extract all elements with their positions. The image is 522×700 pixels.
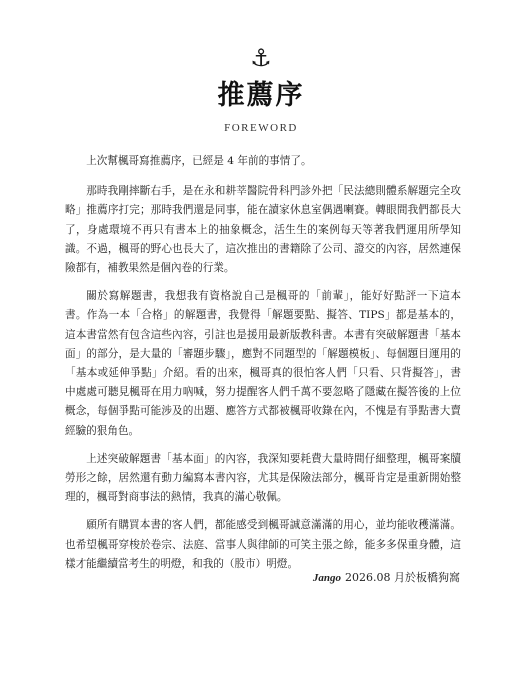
- signature-date-place: 2026.08 月於板橋狗窩: [345, 571, 460, 584]
- signature: [313, 570, 460, 586]
- anchor-icon: ⚓: [250, 44, 272, 72]
- paragraph-1: 上次幫楓哥寫推薦序，已經是 4 年前的事情了。: [86, 155, 312, 167]
- paragraph-2: 那時我剛摔斷右手，是在永和耕莘醫院骨科門診外把「民法總則體系解題完全攻略」推薦序打完；那時我們還是同事，能在讀家休息室偶遇喇賽。轉眼間我們都長大了，身處環境不再只有書本上的抽象概念，活生生的案例每天等著我們運用所學知識。不過，楓哥的野心也長大了，這次推出的書籍除了公司、證交的內容，居然連保險都有，補教果然是個內卷的行業。: [65, 185, 461, 275]
- paragraph-3: 關於寫解題書，我想我有資格說自己是楓哥的「前輩」，能好好點評一下這本書。作為一本「合格」的解題書，我覺得「解題要點、擬答、TIPS」都是基本的，這本書當然有包含這些內容，引註也是援用最新版教科書。本書有突破解題書「基本面」的部分，是大量的「審題步驟」，應對不同題型的「解題模板」、每個題目運用的「基本或延伸爭點」介紹。看的出來，楓哥真的很怕客人們「只看、只背擬答」，書中處處可聽見楓哥在用力吶喊，努力提醒客人們千萬不要忽略了隱藏在擬答後的上位概念，每個爭點可能涉及的出題、應答方式都被楓哥收錄在內，不愧是有爭點書大賣經驗的狠角色。: [65, 290, 461, 437]
- signature-name: Jango: [312, 572, 342, 584]
- page-title: 推薦序: [217, 80, 305, 111]
- foreword-body: [65, 152, 461, 583]
- paragraph-4: 上述突破解題書「基本面」的內容，我深知要耗費大量時間仔細整理，楓哥案牘勞形之餘，居然還有動力編寫本書內容，尤其是保險法部分，楓哥肯定是重新開始整理的，楓哥對商事法的熱情，我真的滿心敬佩。: [65, 452, 461, 504]
- page-subtitle: FOREWORD: [224, 122, 298, 134]
- paragraph-5: 願所有購買本書的客人們，都能感受到楓哥誠意滿滿的用心，並均能收穫滿滿。也希望楓哥穿梭於卷宗、法庭、當事人與律師的可笑主張之餘，能多多保重身體，這樣才能繼續當考生的明燈，和我的（股市）明燈。: [65, 519, 461, 570]
